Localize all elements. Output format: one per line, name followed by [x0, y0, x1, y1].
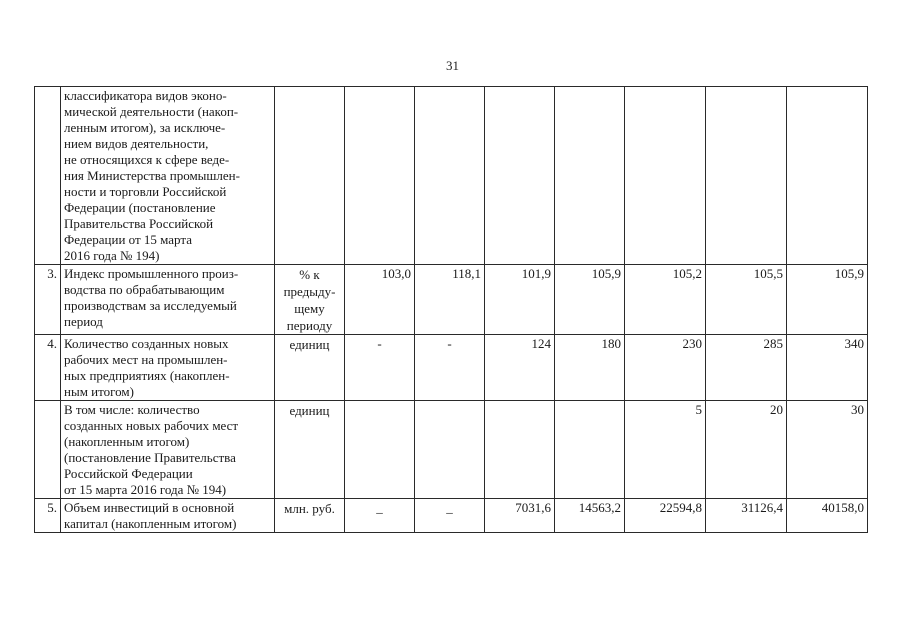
value-cell-5	[625, 87, 706, 265]
value-cell-6	[706, 87, 787, 265]
value-cell-4	[555, 87, 625, 265]
indicator-name-line: капитал (накопленным итогом)	[64, 516, 237, 531]
unit-line: % к	[299, 267, 320, 282]
value-cell-5: 230	[625, 335, 706, 401]
row-number-cell: 4.	[35, 335, 61, 401]
indicator-name-line: от 15 марта 2016 года № 194)	[64, 482, 227, 497]
value-cell-5: 105,2	[625, 265, 706, 335]
indicator-name-cell	[61, 401, 275, 499]
value-cell-7: 40158,0	[787, 499, 868, 533]
table-body	[35, 87, 868, 533]
indicator-name-line: Российской Федерации	[64, 466, 193, 481]
value-cell-1: _	[345, 499, 415, 533]
table-row	[35, 499, 868, 533]
value-cell-5: 5	[625, 401, 706, 499]
indicator-name-line: период	[64, 314, 103, 329]
indicator-name-line: нием видов деятельности,	[64, 136, 209, 151]
indicator-name-line: Индекс промышленного произ-	[64, 266, 239, 281]
indicator-name-line: (накопленным итогом)	[64, 434, 190, 449]
value-cell-3: 124	[485, 335, 555, 401]
value-cell-3: 101,9	[485, 265, 555, 335]
value-cell-4: 180	[555, 335, 625, 401]
value-cell-1	[345, 87, 415, 265]
indicator-name-cell	[61, 87, 275, 265]
indicator-name-line: водства по обрабатывающим	[64, 282, 225, 297]
indicator-name-line: 2016 года № 194)	[64, 248, 160, 263]
unit-line: единиц	[289, 337, 330, 352]
value-cell-5: 22594,8	[625, 499, 706, 533]
row-number-cell: 3.	[35, 265, 61, 335]
indicator-name-line: ния Министерства промышлен-	[64, 168, 240, 183]
unit-cell	[275, 87, 345, 265]
unit-line: предыду-	[283, 284, 336, 299]
value-cell-7	[787, 87, 868, 265]
indicators-table	[34, 86, 868, 533]
indicator-name-line: рабочих мест на промышлен-	[64, 352, 228, 367]
value-cell-7: 30	[787, 401, 868, 499]
value-cell-4: 105,9	[555, 265, 625, 335]
value-cell-3: 7031,6	[485, 499, 555, 533]
indicator-name-line: ности и торговли Российской	[64, 184, 227, 199]
table-row	[35, 265, 868, 335]
table-row	[35, 401, 868, 499]
indicator-name-line: не относящихся к сфере веде-	[64, 152, 230, 167]
indicator-name-cell	[61, 335, 275, 401]
value-cell-7: 340	[787, 335, 868, 401]
indicator-name-line: классификатора видов эконо-	[64, 88, 227, 103]
indicator-name-line: Федерации (постановление	[64, 200, 216, 215]
value-cell-1	[345, 401, 415, 499]
value-cell-7: 105,9	[787, 265, 868, 335]
value-cell-2	[415, 87, 485, 265]
value-cell-4: 14563,2	[555, 499, 625, 533]
unit-line: периоду	[286, 318, 333, 333]
indicator-name-line: Федерации от 15 марта	[64, 232, 193, 247]
indicator-name-line: Правительства Российской	[64, 216, 214, 231]
indicator-name-cell	[61, 499, 275, 533]
unit-cell	[275, 265, 345, 335]
value-cell-4	[555, 401, 625, 499]
value-cell-1: 103,0	[345, 265, 415, 335]
indicator-name-line: Объем инвестиций в основной	[64, 500, 235, 515]
value-cell-2	[415, 401, 485, 499]
value-cell-3	[485, 401, 555, 499]
indicator-name-line: ным итогом)	[64, 384, 134, 399]
value-cell-6: 31126,4	[706, 499, 787, 533]
page-number: 31	[446, 58, 459, 73]
indicator-name-line: Количество созданных новых	[64, 336, 229, 351]
value-cell-3	[485, 87, 555, 265]
value-cell-2: -	[415, 335, 485, 401]
unit-cell	[275, 401, 345, 499]
value-cell-2: 118,1	[415, 265, 485, 335]
row-number-cell: 5.	[35, 499, 61, 533]
unit-line: единиц	[289, 403, 330, 418]
value-cell-6: 20	[706, 401, 787, 499]
unit-cell	[275, 335, 345, 401]
indicator-name-line: мической деятельности (накоп-	[64, 104, 239, 119]
table-row	[35, 87, 868, 265]
unit-line: щему	[294, 301, 325, 316]
value-cell-6: 105,5	[706, 265, 787, 335]
unit-cell	[275, 499, 345, 533]
indicator-name-line: ных предприятиях (накоплен-	[64, 368, 230, 383]
row-number-cell	[35, 401, 61, 499]
indicator-name-line: В том числе: количество	[64, 402, 200, 417]
unit-line: млн. руб.	[284, 501, 335, 516]
value-cell-1: -	[345, 335, 415, 401]
indicator-name-line: созданных новых рабочих мест	[64, 418, 239, 433]
table-row	[35, 335, 868, 401]
indicator-name-line: ленным итогом), за исключе-	[64, 120, 226, 135]
value-cell-6: 285	[706, 335, 787, 401]
indicator-name-line: (постановление Правительства	[64, 450, 236, 465]
value-cell-2: _	[415, 499, 485, 533]
indicator-name-cell	[61, 265, 275, 335]
row-number-cell	[35, 87, 61, 265]
indicator-name-line: производствам за исследуемый	[64, 298, 237, 313]
